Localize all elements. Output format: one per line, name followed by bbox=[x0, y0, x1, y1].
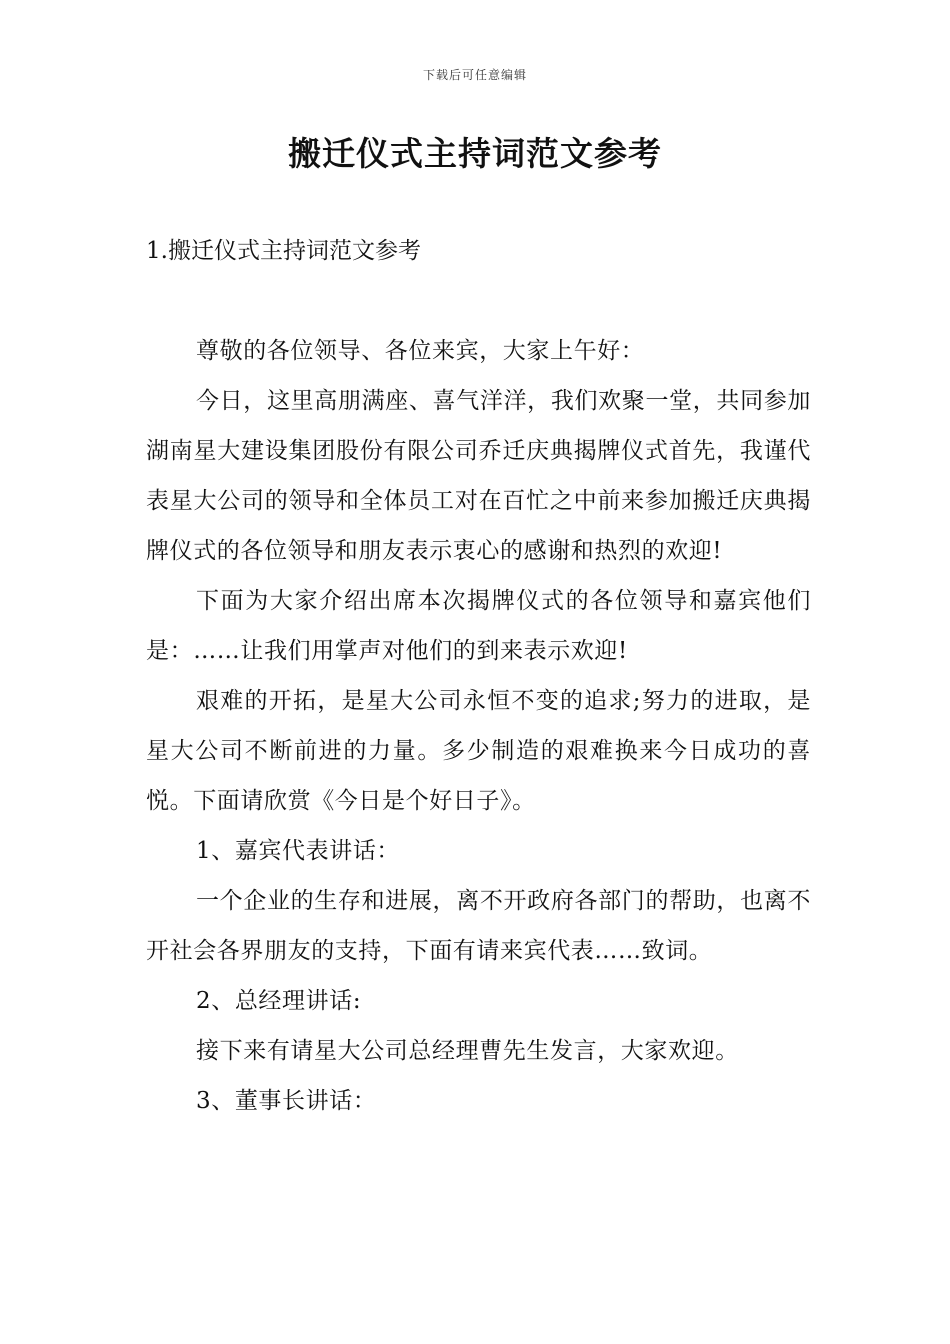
document-title: 搬迁仪式主持词范文参考 bbox=[288, 134, 662, 173]
section-heading: 1.搬迁仪式主持词范文参考 bbox=[146, 238, 421, 264]
paragraph-welcome: 今日，这里高朋满座、喜气洋洋，我们欢聚一堂，共同参加湖南星大建设集团股份有限公司乔迁庆典揭牌仪式首先，我谨代表星大公司的领导和全体员工对在百忙之中前来参加搬迁庆典揭牌仪式的各位领导和朋友表示衷心的感谢和热烈的欢迎! bbox=[146, 388, 811, 564]
header-note: 下载后可任意编辑 bbox=[422, 68, 527, 82]
paragraph-item-2-heading: 2、总经理讲话: bbox=[196, 988, 362, 1014]
paragraph-greeting: 尊敬的各位领导、各位来宾，大家上午好： bbox=[196, 338, 645, 364]
paragraph-guest-representative: 一个企业的生存和进展，离不开政府各部门的帮助，也离不开社会各界朋友的支持，下面有请来宾代表……致词。 bbox=[146, 888, 811, 964]
paragraph-company-spirit: 艰难的开拓，是星大公司永恒不变的追求;努力的进取，是星大公司不断前进的力量。多少制造的艰难换来今日成功的喜悦。下面请欣赏《今日是个好日子》。 bbox=[146, 688, 811, 814]
paragraph-item-1-heading: 1、嘉宾代表讲话： bbox=[196, 838, 401, 864]
paragraph-introduce-guests: 下面为大家介绍出席本次揭牌仪式的各位领导和嘉宾他们是：……让我们用掌声对他们的到来表示欢迎! bbox=[146, 588, 811, 664]
document-body bbox=[146, 326, 811, 1126]
paragraph-item-3-heading: 3、董事长讲话： bbox=[196, 1088, 377, 1114]
paragraph-general-manager: 接下来有请星大公司总经理曹先生发言，大家欢迎。 bbox=[196, 1038, 739, 1064]
